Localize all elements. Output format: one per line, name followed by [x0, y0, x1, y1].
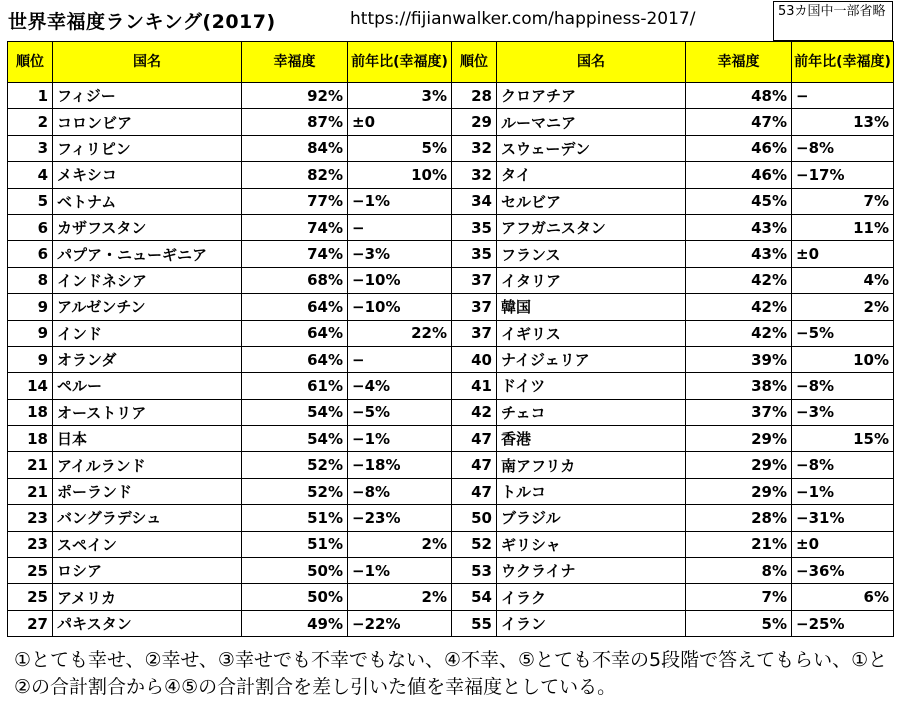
change-cell: 15%	[792, 426, 894, 452]
country-cell: アメリカ	[53, 584, 242, 610]
country-cell: チェコ	[497, 399, 686, 425]
header-happiness: 幸福度	[242, 42, 348, 83]
happiness-cell: 37%	[686, 399, 792, 425]
change-cell: −3%	[348, 241, 452, 267]
country-cell: イラク	[497, 584, 686, 610]
country-cell: ロシア	[53, 558, 242, 584]
happiness-cell: 82%	[242, 162, 348, 188]
change-cell: −8%	[792, 135, 894, 161]
country-cell: イギリス	[497, 320, 686, 346]
happiness-cell: 46%	[686, 162, 792, 188]
rank-cell: 27	[8, 610, 53, 636]
change-cell: −25%	[792, 610, 894, 636]
happiness-cell: 51%	[242, 531, 348, 557]
country-cell: ナイジェリア	[497, 346, 686, 372]
change-cell: −8%	[792, 373, 894, 399]
happiness-cell: 64%	[242, 346, 348, 372]
change-cell: 11%	[792, 214, 894, 240]
country-cell: ベトナム	[53, 188, 242, 214]
country-cell: トルコ	[497, 478, 686, 504]
country-cell: セルビア	[497, 188, 686, 214]
change-cell: 7%	[792, 188, 894, 214]
rank-cell: 14	[8, 373, 53, 399]
table-row	[8, 83, 894, 109]
table-row	[8, 373, 894, 399]
table-row	[8, 346, 894, 372]
change-cell: 4%	[792, 267, 894, 293]
header-country: 国名	[497, 42, 686, 83]
happiness-cell: 54%	[242, 426, 348, 452]
rank-cell: 53	[452, 558, 497, 584]
omission-note: 53カ国中一部省略	[773, 1, 893, 41]
table-row	[8, 294, 894, 320]
rank-cell: 37	[452, 294, 497, 320]
rank-cell: 32	[452, 135, 497, 161]
country-cell: パキスタン	[53, 610, 242, 636]
rank-cell: 6	[8, 241, 53, 267]
rank-cell: 50	[452, 505, 497, 531]
rank-cell: 54	[452, 584, 497, 610]
change-cell: −10%	[348, 267, 452, 293]
happiness-cell: 84%	[242, 135, 348, 161]
change-cell: −18%	[348, 452, 452, 478]
change-cell: −4%	[348, 373, 452, 399]
table-row	[8, 399, 894, 425]
rank-cell: 6	[8, 214, 53, 240]
country-cell: アイルランド	[53, 452, 242, 478]
rank-cell: 4	[8, 162, 53, 188]
table-row	[8, 320, 894, 346]
table-row	[8, 610, 894, 636]
change-cell: 2%	[792, 294, 894, 320]
happiness-cell: 54%	[242, 399, 348, 425]
table-row	[8, 241, 894, 267]
change-cell: −1%	[792, 478, 894, 504]
happiness-cell: 50%	[242, 558, 348, 584]
country-cell: コロンビア	[53, 109, 242, 135]
change-cell: −5%	[792, 320, 894, 346]
table-row	[8, 452, 894, 478]
table-row	[8, 109, 894, 135]
rank-cell: 21	[8, 478, 53, 504]
rank-cell: 18	[8, 426, 53, 452]
table-row	[8, 267, 894, 293]
header-country: 国名	[53, 42, 242, 83]
change-cell: −	[792, 83, 894, 109]
change-cell: 10%	[792, 346, 894, 372]
table-row	[8, 531, 894, 557]
happiness-ranking-table	[7, 41, 894, 637]
rank-cell: 2	[8, 109, 53, 135]
happiness-cell: 29%	[686, 452, 792, 478]
rank-cell: 32	[452, 162, 497, 188]
country-cell: インドネシア	[53, 267, 242, 293]
rank-cell: 42	[452, 399, 497, 425]
change-cell: −1%	[348, 558, 452, 584]
country-cell: タイ	[497, 162, 686, 188]
change-cell: −5%	[348, 399, 452, 425]
rank-cell: 8	[8, 267, 53, 293]
change-cell: −36%	[792, 558, 894, 584]
footnote: ①とても幸せ、②幸せ、③幸せでも不幸でもない、④不幸、⑤とても不幸の5段階で答えてもらい、①と②の合計割合から④⑤の合計割合を差し引いた値を幸福度としている。	[14, 649, 888, 698]
change-cell: 13%	[792, 109, 894, 135]
change-cell: 2%	[348, 584, 452, 610]
rank-cell: 55	[452, 610, 497, 636]
rank-cell: 3	[8, 135, 53, 161]
country-cell: イラン	[497, 610, 686, 636]
change-cell: −31%	[792, 505, 894, 531]
happiness-cell: 43%	[686, 241, 792, 267]
change-cell: ±0	[792, 241, 894, 267]
happiness-cell: 49%	[242, 610, 348, 636]
change-cell: 10%	[348, 162, 452, 188]
happiness-cell: 28%	[686, 505, 792, 531]
rank-cell: 47	[452, 478, 497, 504]
change-cell: −10%	[348, 294, 452, 320]
rank-cell: 40	[452, 346, 497, 372]
country-cell: ウクライナ	[497, 558, 686, 584]
rank-cell: 37	[452, 320, 497, 346]
happiness-cell: 21%	[686, 531, 792, 557]
rank-cell: 1	[8, 83, 53, 109]
happiness-cell: 61%	[242, 373, 348, 399]
happiness-cell: 64%	[242, 294, 348, 320]
country-cell: 南アフリカ	[497, 452, 686, 478]
change-cell: −22%	[348, 610, 452, 636]
country-cell: カザフスタン	[53, 214, 242, 240]
change-cell: −	[348, 346, 452, 372]
rank-cell: 9	[8, 294, 53, 320]
happiness-cell: 5%	[686, 610, 792, 636]
country-cell: イタリア	[497, 267, 686, 293]
happiness-cell: 38%	[686, 373, 792, 399]
country-cell: 日本	[53, 426, 242, 452]
rank-cell: 25	[8, 558, 53, 584]
happiness-cell: 92%	[242, 83, 348, 109]
change-cell: 3%	[348, 83, 452, 109]
country-cell: ギリシャ	[497, 531, 686, 557]
rank-cell: 9	[8, 320, 53, 346]
change-cell: 22%	[348, 320, 452, 346]
happiness-cell: 51%	[242, 505, 348, 531]
happiness-cell: 42%	[686, 294, 792, 320]
country-cell: アルゼンチン	[53, 294, 242, 320]
rank-cell: 35	[452, 241, 497, 267]
happiness-cell: 74%	[242, 241, 348, 267]
change-cell: 6%	[792, 584, 894, 610]
happiness-cell: 42%	[686, 267, 792, 293]
country-cell: ペルー	[53, 373, 242, 399]
happiness-cell: 52%	[242, 478, 348, 504]
table-row	[8, 558, 894, 584]
rank-cell: 5	[8, 188, 53, 214]
country-cell: ブラジル	[497, 505, 686, 531]
happiness-cell: 50%	[242, 584, 348, 610]
rank-cell: 37	[452, 267, 497, 293]
country-cell: アフガニスタン	[497, 214, 686, 240]
happiness-cell: 45%	[686, 188, 792, 214]
happiness-cell: 39%	[686, 346, 792, 372]
header-change: 前年比(幸福度)	[348, 42, 452, 83]
rank-cell: 23	[8, 505, 53, 531]
country-cell: ドイツ	[497, 373, 686, 399]
table-body	[8, 83, 894, 637]
change-cell: −	[348, 214, 452, 240]
header-bar	[0, 0, 900, 41]
happiness-cell: 42%	[686, 320, 792, 346]
happiness-cell: 46%	[686, 135, 792, 161]
rank-cell: 52	[452, 531, 497, 557]
country-cell: オーストリア	[53, 399, 242, 425]
happiness-cell: 68%	[242, 267, 348, 293]
rank-cell: 29	[452, 109, 497, 135]
happiness-cell: 47%	[686, 109, 792, 135]
source-url: https://fijianwalker.com/happiness-2017/	[350, 9, 696, 29]
change-cell: −1%	[348, 188, 452, 214]
change-cell: 5%	[348, 135, 452, 161]
change-cell: −8%	[792, 452, 894, 478]
country-cell: ポーランド	[53, 478, 242, 504]
rank-cell: 23	[8, 531, 53, 557]
country-cell: オランダ	[53, 346, 242, 372]
change-cell: −3%	[792, 399, 894, 425]
change-cell: −23%	[348, 505, 452, 531]
happiness-cell: 8%	[686, 558, 792, 584]
happiness-cell: 52%	[242, 452, 348, 478]
happiness-cell: 29%	[686, 478, 792, 504]
rank-cell: 21	[8, 452, 53, 478]
rank-cell: 47	[452, 426, 497, 452]
rank-cell: 25	[8, 584, 53, 610]
country-cell: フィジー	[53, 83, 242, 109]
country-cell: インド	[53, 320, 242, 346]
country-cell: スウェーデン	[497, 135, 686, 161]
country-cell: クロアチア	[497, 83, 686, 109]
rank-cell: 28	[452, 83, 497, 109]
country-cell: スペイン	[53, 531, 242, 557]
country-cell: パプア・ニューギニア	[53, 241, 242, 267]
country-cell: フランス	[497, 241, 686, 267]
header-rank: 順位	[8, 42, 53, 83]
country-cell: バングラデシュ	[53, 505, 242, 531]
table-row	[8, 426, 894, 452]
happiness-cell: 29%	[686, 426, 792, 452]
table-row	[8, 478, 894, 504]
rank-cell: 9	[8, 346, 53, 372]
happiness-cell: 87%	[242, 109, 348, 135]
table-header-row	[8, 42, 894, 83]
country-cell: メキシコ	[53, 162, 242, 188]
change-cell: −17%	[792, 162, 894, 188]
table-row	[8, 214, 894, 240]
rank-cell: 47	[452, 452, 497, 478]
change-cell: ±0	[792, 531, 894, 557]
country-cell: ルーマニア	[497, 109, 686, 135]
happiness-cell: 7%	[686, 584, 792, 610]
header-rank: 順位	[452, 42, 497, 83]
table-row	[8, 135, 894, 161]
rank-cell: 35	[452, 214, 497, 240]
happiness-cell: 74%	[242, 214, 348, 240]
happiness-cell: 77%	[242, 188, 348, 214]
change-cell: ±0	[348, 109, 452, 135]
country-cell: 香港	[497, 426, 686, 452]
header-happiness: 幸福度	[686, 42, 792, 83]
table-row	[8, 188, 894, 214]
table-row	[8, 584, 894, 610]
happiness-cell: 48%	[686, 83, 792, 109]
change-cell: −1%	[348, 426, 452, 452]
change-cell: −8%	[348, 478, 452, 504]
happiness-cell: 43%	[686, 214, 792, 240]
country-cell: フィリピン	[53, 135, 242, 161]
rank-cell: 18	[8, 399, 53, 425]
happiness-cell: 64%	[242, 320, 348, 346]
rank-cell: 41	[452, 373, 497, 399]
table-row	[8, 505, 894, 531]
change-cell: 2%	[348, 531, 452, 557]
header-change: 前年比(幸福度)	[792, 42, 894, 83]
country-cell: 韓国	[497, 294, 686, 320]
page-title: 世界幸福度ランキング(2017)	[8, 11, 276, 33]
rank-cell: 34	[452, 188, 497, 214]
table-row	[8, 162, 894, 188]
